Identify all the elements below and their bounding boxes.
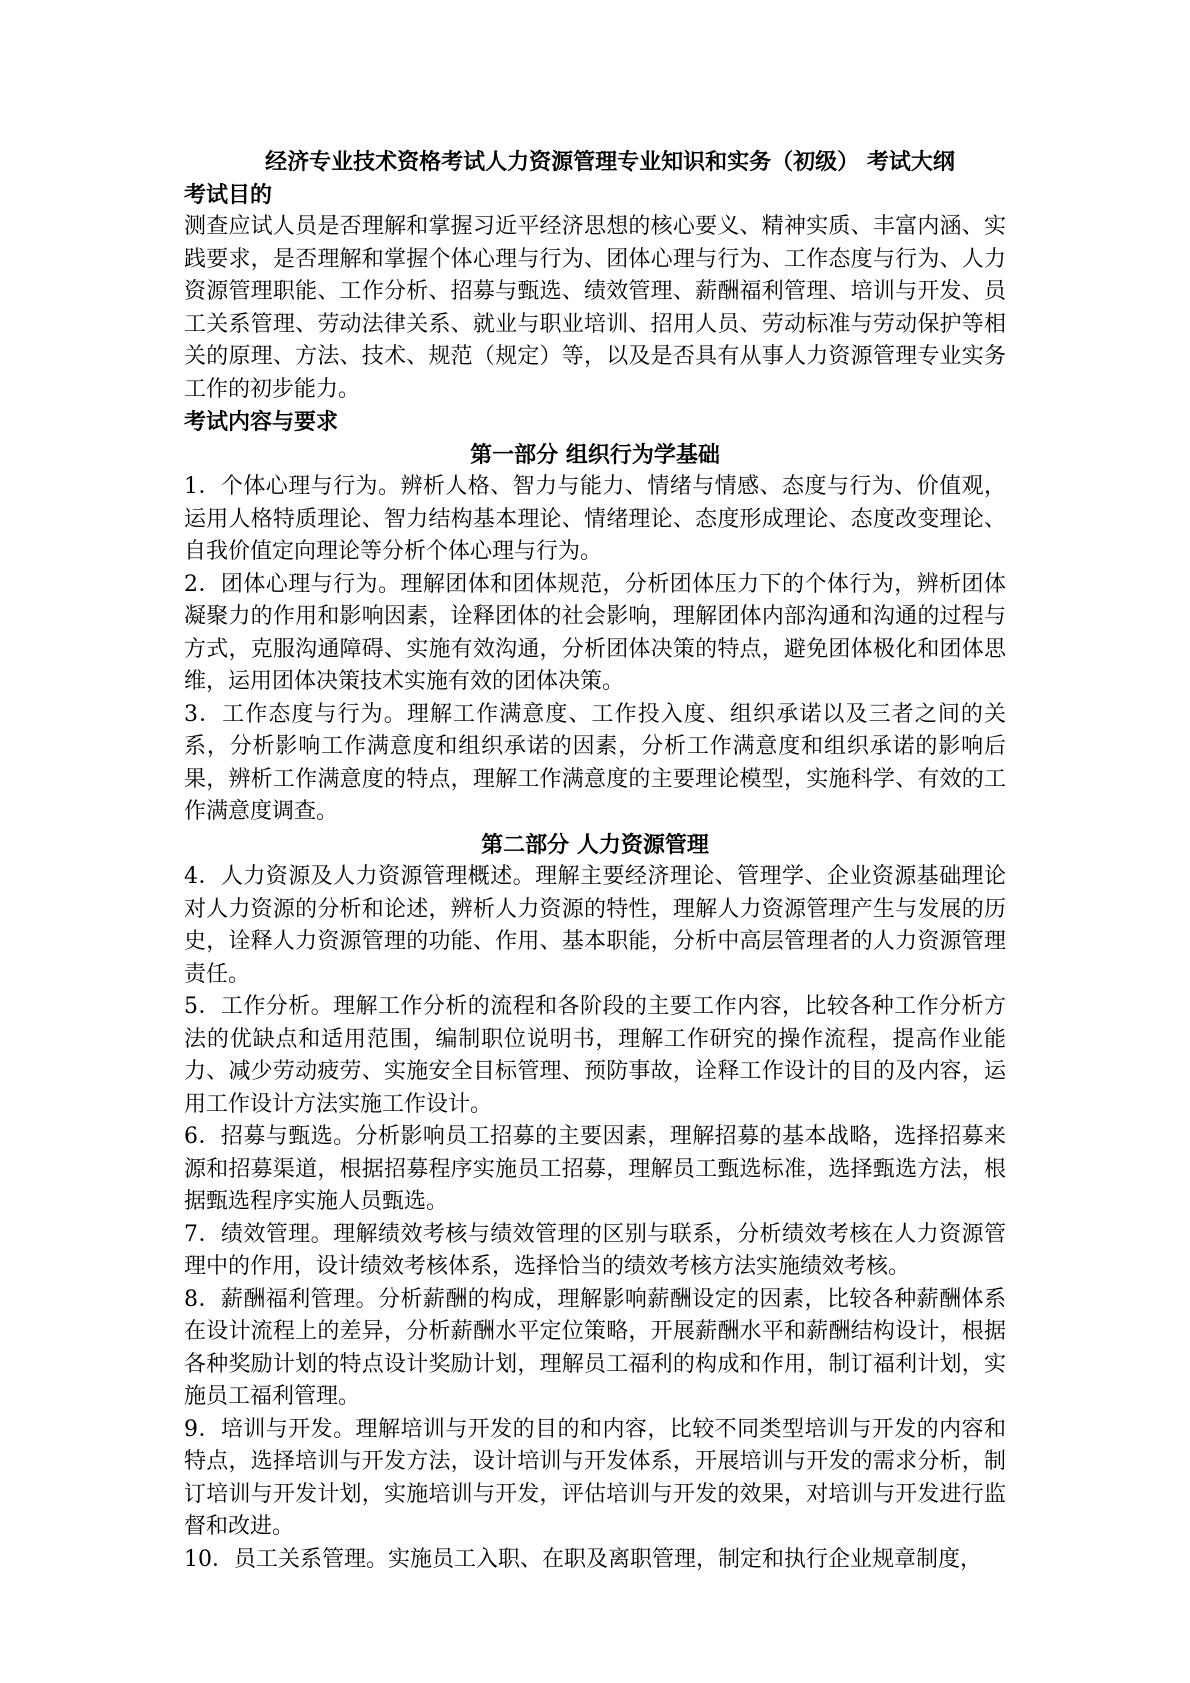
- purpose-heading: 考试目的: [184, 181, 273, 208]
- part2-item: 4．人力资源及人力资源管理概述。理解主要经济理论、管理学、企业资源基础理论对人力资源的分析和论述，辨析人力资源的特性，理解人力资源管理产生与发展的历史，诠释人力资源管理的功能、作用、基本职能，分析中高层管理者的人力资源管理责任。: [184, 864, 1006, 987]
- part1-title: 第一部分 组织行为学基础: [470, 441, 720, 468]
- part2-item: 10．员工关系管理。实施员工入职、在职及离职管理，制定和执行企业规章制度，: [184, 1546, 982, 1572]
- part1-item: 2．团体心理与行为。理解团体和团体规范，分析团体压力下的个体行为，辨析团体凝聚力的作用和影响因素，诠释团体的社会影响，理解团体内部沟通和沟通的过程与方式，克服沟通障碍、实施有效沟通，分析团体决策的特点，避免团体极化和团体思维，运用团体决策技术实施有效的团体决策。: [184, 571, 1006, 694]
- part1-item: 3．工作态度与行为。理解工作满意度、工作投入度、组织承诺以及三者之间的关系，分析影响工作满意度和组织承诺的因素，分析工作满意度和组织承诺的影响后果，辨析工作满意度的特点，理解工作满意度的主要理论模型，实施科学、有效的工作满意度调查。: [184, 701, 1006, 824]
- part2-title: 第二部分 人力资源管理: [481, 831, 709, 858]
- part2-item: 9．培训与开发。理解培训与开发的目的和内容，比较不同类型培训与开发的内容和特点，选择培训与开发方法，设计培训与开发体系，开展培训与开发的需求分析，制订培训与开发计划，实施培训与开发，评估培训与开发的效果，对培训与开发进行监督和改进。: [184, 1416, 1006, 1539]
- part1-item: 1．个体心理与行为。辨析人格、智力与能力、情绪与情感、态度与行为、价值观，运用人格特质理论、智力结构基本理论、情绪理论、态度形成理论、态度改变理论、自我价值定向理论等分析个体心理与行为。: [184, 474, 1006, 564]
- part2-item: 7．绩效管理。理解绩效考核与绩效管理的区别与联系，分析绩效考核在人力资源管理中的作用，设计绩效考核体系，选择恰当的绩效考核方法实施绩效考核。: [184, 1221, 1006, 1279]
- part2-item: 8．薪酬福利管理。分析薪酬的构成，理解影响薪酬设定的因素，比较各种薪酬体系在设计流程上的差异，分析薪酬水平定位策略，开展薪酬水平和薪酬结构设计，根据各种奖励计划的特点设计奖励计划，理解员工福利的构成和作用，制订福利计划，实施员工福利管理。: [184, 1286, 1006, 1409]
- part2-item: 6．招募与甄选。分析影响员工招募的主要因素，理解招募的基本战略，选择招募来源和招募渠道，根据招募程序实施员工招募，理解员工甄选标准，选择甄选方法，根据甄选程序实施人员甄选。: [184, 1124, 1006, 1214]
- purpose-paragraph: 测查应试人员是否理解和掌握习近平经济思想的核心要义、精神实质、丰富内涵、实践要求，是否理解和掌握个体心理与行为、团体心理与行为、工作态度与行为、人力资源管理职能、工作分析、招募与甄选、绩效管理、薪酬福利管理、培训与开发、员工关系管理、劳动法律关系、就业与职业培训、招用人员、劳动标准与劳动保护等相关的原理、方法、技术、规范（规定）等，以及是否具有从事人力资源管理专业实务工作的初步能力。: [184, 214, 1006, 402]
- content-heading: 考试内容与要求: [184, 409, 339, 435]
- document-page: [184, 146, 1006, 1576]
- part2-item: 5．工作分析。理解工作分析的流程和各阶段的主要工作内容，比较各种工作分析方法的优缺点和适用范围，编制职位说明书，理解工作研究的操作流程，提高作业能力、减少劳动疲劳、实施安全目标管理、预防事故，诠释工作设计的目的及内容，运用工作设计方法实施工作设计。: [184, 994, 1006, 1117]
- document-title: 经济专业技术资格考试人力资源管理专业知识和实务（初级） 考试大纲: [265, 149, 955, 175]
